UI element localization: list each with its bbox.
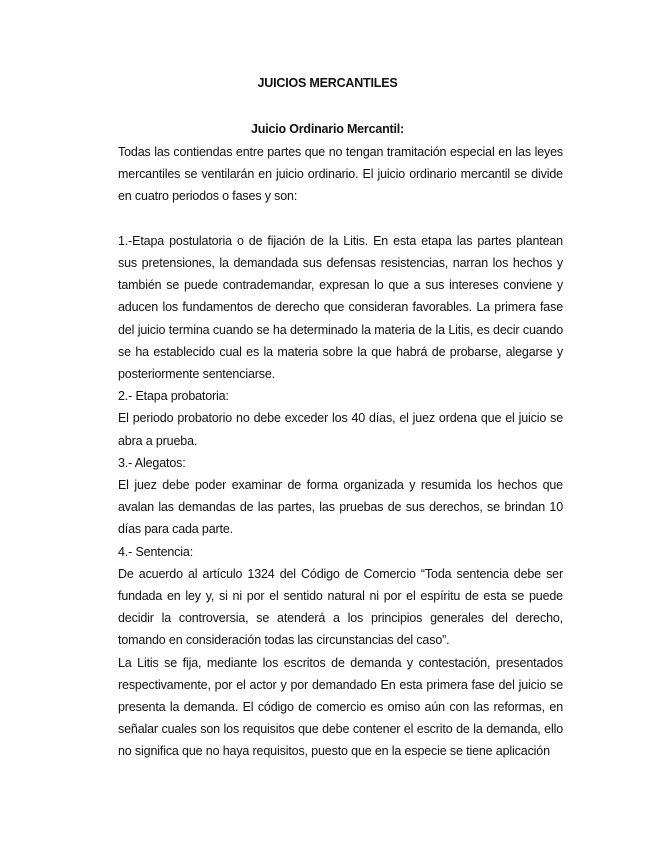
stage-3-heading: 3.- Alegatos: <box>118 455 186 470</box>
stage-4-heading: 4.- Sentencia: <box>118 544 194 559</box>
document-title: JUICIOS MERCANTILES <box>257 76 398 90</box>
litis-paragraph: La Litis se fija, mediante los escritos de demanda y contestación, presentados respectivamente, por el actor y por demandado En esta primera fase del juicio se presenta la demanda. El código de comercio es omiso aún con las reformas, en señalar cuales son los requisitos que debe contener el escrito de la demanda, ello no significa que no haya requisitos, puesto que en la especie se tiene aplicación <box>118 655 563 759</box>
stage-2-heading: 2.- Etapa probatoria: <box>118 389 229 404</box>
document-body <box>118 141 563 763</box>
paragraph-spacer <box>118 208 563 230</box>
stage-1-paragraph: 1.-Etapa postulatoria o de fijación de la Litis. En esta etapa las partes plantean sus pretensiones, la demandada sus defensas resistencias, narran los hechos y también se puede contrademandar, expresan lo que a sus intereses conviene y aducen los fundamentos de derecho que consideran favorables. La primera fase del juicio termina cuando se ha determinado la materia de la Litis, es decir cuando se ha establecido cual es la materia sobre la que habrá de probarse, alegarse y posteriormente sentenciarse. <box>118 233 563 382</box>
stage-3-paragraph: El juez debe poder examinar de forma organizada y resumida los hechos que avalan las demandas de las partes, las pruebas de sus derechos, se brindan 10 días para cada parte. <box>118 478 563 537</box>
section-heading: Juicio Ordinario Mercantil: <box>251 122 404 136</box>
intro-paragraph: Todas las contiendas entre partes que no tengan tramitación especial en las leyes mercantiles se ventilarán en juicio ordinario. El juicio ordinario mercantil se divide en cuatro periodos o fases y son: <box>118 145 563 204</box>
stage-4-paragraph: De acuerdo al artículo 1324 del Código de Comercio “Toda sentencia debe ser fundada en ley y, si ni por el sentido natural ni por el espíritu de esta se puede decidir la controversia, se atenderá a los principios generales del derecho, tomando en consideración todas las circunstancias del caso”. <box>118 566 563 648</box>
stage-2-paragraph: El periodo probatorio no debe exceder los 40 días, el juez ordena que el juicio se abra a prueba. <box>118 411 563 448</box>
